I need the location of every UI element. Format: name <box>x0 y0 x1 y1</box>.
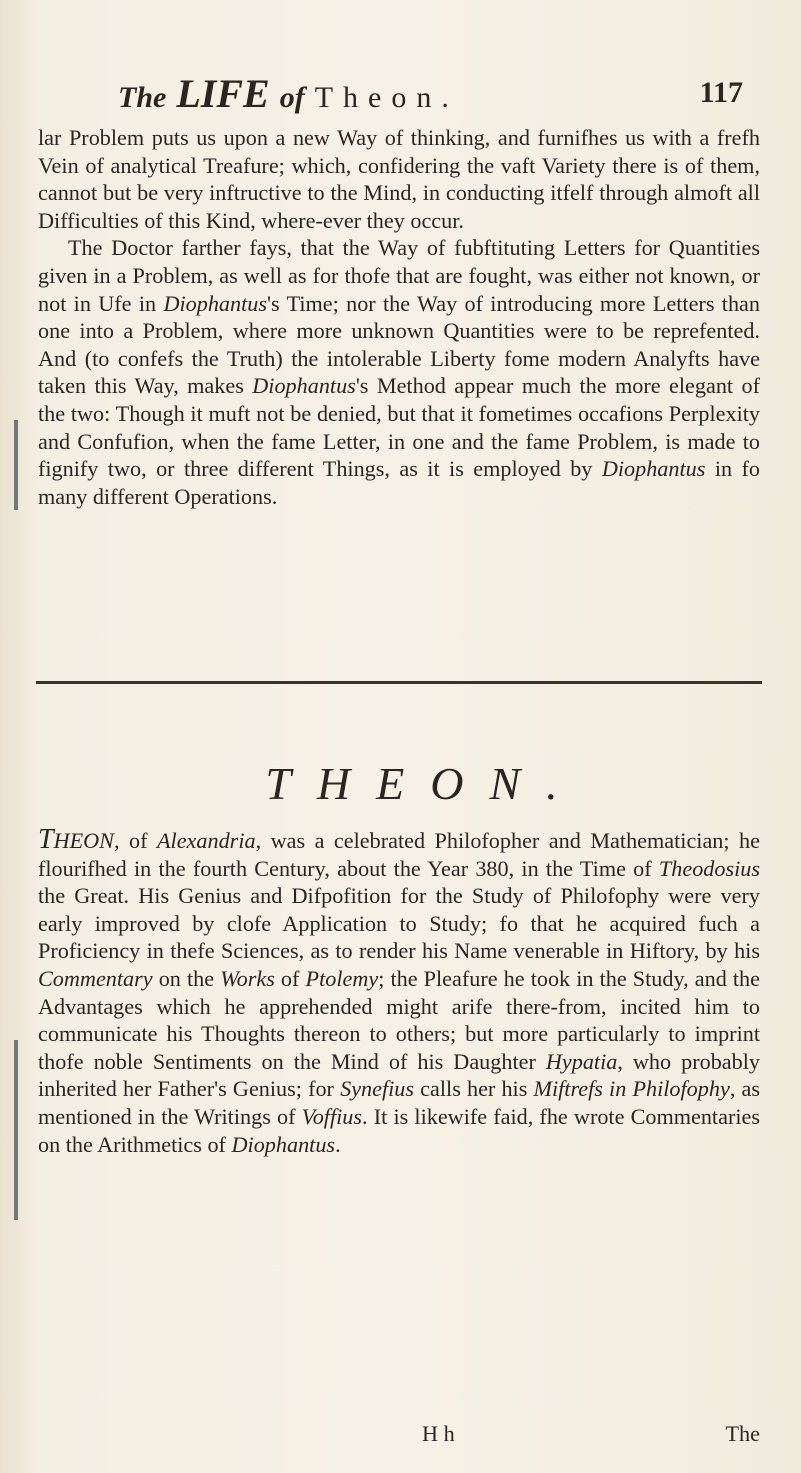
header-theon: Theon. <box>314 81 459 114</box>
page-edge-shadow <box>14 1040 18 1220</box>
text-block-theon <box>38 826 760 1158</box>
page-number: 117 <box>699 76 743 109</box>
page-edge-shadow <box>14 420 18 510</box>
header-title: The LIFE of <box>118 71 305 116</box>
paragraph-continued: lar Problem puts us upon a new Way of thinking, and furnifhes us with a frefh Vein of analytical Treafure; which, confidering the vaft Variety there is of them, cannot but be very inftructive to the Mind, in conducting itfelf through almoft all Difficulties of this Kind, where-ever they occur. <box>38 125 760 233</box>
paragraph-theon: THEON, of Alexandria, was a celebrated Philofopher and Mathematician; he flourifhed in the fourth Century, about the Year 380, in the Time of Theodosius the Great. His Genius and Difpofition for the Study of Philofophy were very early improved by clofe Application to Study; fo that he acquired fuch a Proficiency in thefe Sciences, as to render his Name venerable in Hiftory, by his Commentary on the Works of Ptolemy; the Pleafure he took in the Study, and the Advantages which he apprehended might arife there-from, incited him to communicate his Thoughts thereon to others; but more particularly to imprint thofe noble Sentiments on the Mind of his Daughter Hypatia, who probably inherited her Father's Genius; for Synefius calls her his Miftrefs in Philofophy, as mentioned in the Writings of Voffius. It is likewife faid, fhe wrote Commentaries on the Arithmetics of Diophantus. <box>38 824 760 1157</box>
signature-mark: H h <box>422 1421 455 1446</box>
paragraph-doctor: The Doctor farther fays, that the Way of fubftituting Letters for Quantities given in a Problem, as well as for thofe that are fought, was either not known, or not in Ufe in Diophantus's Time; nor the Way of introducing more Letters than one into a Problem, where more unknown Quantities were to be reprefented. And (to confefs the Truth) the intolerable Liberty fome modern Analyfts have taken this Way, makes Diophantus's Method appear much the more elegant of the two: Though it muft not be denied, but that it fometimes occafions Perplexity and Confufion, when the fame Letter, in one and the fame Problem, is made to fignify two, or three different Things, as it is employed by Diophantus in fo many different Operations. <box>38 235 760 509</box>
drop-cap: T <box>38 824 54 855</box>
text-block-continued <box>38 124 760 510</box>
section-divider <box>36 681 762 684</box>
running-header <box>118 70 743 120</box>
catchword: The <box>725 1421 760 1446</box>
section-heading: THEON. <box>265 758 584 809</box>
